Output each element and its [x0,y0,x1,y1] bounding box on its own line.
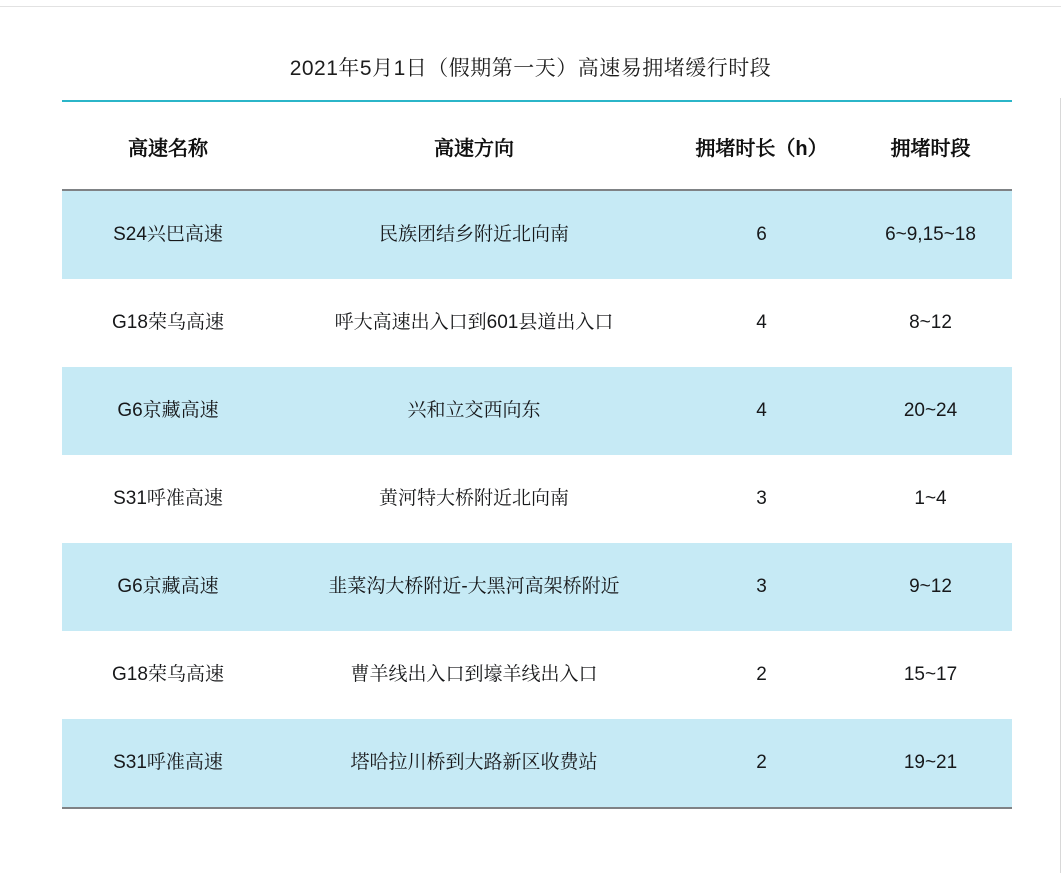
column-header-direction: 高速方向 [274,101,674,190]
cell-duration: 2 [674,631,849,719]
cell-direction: 黄河特大桥附近北向南 [274,455,674,543]
cell-name: G18荣乌高速 [62,631,274,719]
column-header-span: 拥堵时段 [849,101,1012,190]
column-header-name: 高速名称 [62,101,274,190]
cell-direction: 塔哈拉川桥到大路新区收费站 [274,719,674,808]
cell-name: G6京藏高速 [62,367,274,455]
cell-direction: 韭菜沟大桥附近-大黑河高架桥附近 [274,543,674,631]
table-row [62,631,1012,719]
cell-direction: 曹羊线出入口到壕羊线出入口 [274,631,674,719]
table-row [62,367,1012,455]
cell-duration: 2 [674,719,849,808]
cell-span: 19~21 [849,719,1012,808]
table-body [62,190,1012,808]
congestion-table-container [62,100,1012,809]
cell-name: G6京藏高速 [62,543,274,631]
page-title: 2021年5月1日（假期第一天）高速易拥堵缓行时段 [289,57,772,80]
table-row [62,455,1012,543]
cell-duration: 4 [674,367,849,455]
table-row [62,543,1012,631]
cell-duration: 6 [674,190,849,279]
cell-name: S31呼准高速 [62,719,274,808]
column-header-duration: 拥堵时长（h） [674,101,849,190]
cell-span: 1~4 [849,455,1012,543]
table-header [62,101,1012,190]
cell-name: S31呼准高速 [62,455,274,543]
cell-name: S24兴巴高速 [62,190,274,279]
table-row [62,190,1012,279]
cell-duration: 4 [674,279,849,367]
congestion-table [62,100,1012,809]
cell-span: 20~24 [849,367,1012,455]
cell-duration: 3 [674,455,849,543]
cell-direction: 兴和立交西向东 [274,367,674,455]
cell-duration: 3 [674,543,849,631]
table-row [62,719,1012,808]
table-header-row [62,101,1012,190]
table-row [62,279,1012,367]
cell-name: G18荣乌高速 [62,279,274,367]
cell-span: 15~17 [849,631,1012,719]
cell-direction: 呼大高速出入口到601县道出入口 [274,279,674,367]
cell-span: 6~9,15~18 [849,190,1012,279]
cell-span: 9~12 [849,543,1012,631]
top-divider [0,6,1061,7]
cell-span: 8~12 [849,279,1012,367]
cell-direction: 民族团结乡附近北向南 [274,190,674,279]
